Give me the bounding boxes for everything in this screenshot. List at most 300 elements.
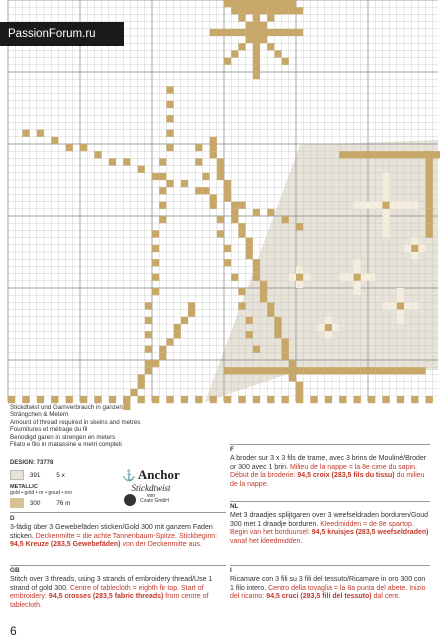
stitch [418, 151, 425, 158]
stitch [253, 396, 260, 403]
page-number: 6 [10, 624, 17, 638]
stitch [346, 151, 353, 158]
section-code: GB [10, 567, 20, 574]
stitch [354, 274, 361, 281]
stitch [346, 367, 353, 374]
stitch [253, 72, 260, 79]
stitch [274, 29, 281, 36]
stitch [382, 396, 389, 403]
stitch [260, 36, 267, 43]
color-swatch [10, 498, 24, 508]
stitch [80, 144, 87, 151]
stitch [195, 144, 202, 151]
stitch [231, 29, 238, 36]
stitch [404, 367, 411, 374]
stitch [238, 288, 245, 295]
section-tail: from centre of tablecloth. [10, 593, 209, 609]
stitch [267, 14, 274, 21]
stitch [166, 130, 173, 137]
stitch [181, 180, 188, 187]
stitch [382, 230, 389, 237]
stitch [159, 216, 166, 223]
stitch [253, 0, 260, 7]
stitch [238, 230, 245, 237]
stitch [181, 396, 188, 403]
stitch [289, 0, 296, 7]
stitch [282, 346, 289, 353]
stitch [382, 173, 389, 180]
stitch [282, 367, 289, 374]
stitch [260, 0, 267, 7]
stitch [296, 7, 303, 14]
stitch [411, 396, 418, 403]
stitch [418, 367, 425, 374]
stitch [354, 266, 361, 273]
stitch [296, 367, 303, 374]
stitch [325, 317, 332, 324]
section-mid: Centre of tablecloth = eighth fir top. Start of embroidery: [10, 584, 204, 601]
stitch [231, 0, 238, 7]
stitch [267, 43, 274, 50]
stitch [397, 310, 404, 317]
stitch [246, 317, 253, 324]
stitch [145, 367, 152, 374]
stitch [94, 151, 101, 158]
legend-line: Stickdtwist und Garnverbrauch in ganzen [10, 404, 123, 411]
section-tail: vanaf het kleedmidden. [230, 537, 303, 545]
stitch [246, 36, 253, 43]
stitch [267, 310, 274, 317]
stitch [368, 274, 375, 281]
stitch [411, 302, 418, 309]
stitch [267, 0, 274, 7]
stitch [253, 29, 260, 36]
stitch [267, 209, 274, 216]
stitch [303, 274, 310, 281]
stitch [152, 396, 159, 403]
stitch [210, 29, 217, 36]
stitch [8, 396, 15, 403]
stitch [51, 137, 58, 144]
stitch [210, 202, 217, 209]
stitch [382, 180, 389, 187]
stitch [411, 252, 418, 259]
stitch [231, 209, 238, 216]
stitch [123, 396, 130, 403]
stitch [188, 302, 195, 309]
stitch [253, 58, 260, 65]
stitch [303, 367, 310, 374]
stitch [246, 331, 253, 338]
section-code: NL [230, 503, 239, 510]
section-mid: Deckenmitte = die achte Tannenbaum-Spitze. Stickbeginn: [35, 532, 218, 540]
section-mid: Centro della tovaglia = la 8a punta del abete. Inizio del ricamo: [230, 584, 426, 601]
stitch [404, 202, 411, 209]
stitch [22, 396, 29, 403]
stitch [246, 22, 253, 29]
stitch [152, 274, 159, 281]
stitch [224, 367, 231, 374]
stitch [382, 209, 389, 216]
brand-company: Coats GmbH [140, 498, 169, 504]
stitch [210, 194, 217, 201]
section-bold: 94,5 cruci (283,5 fili del tessuto) [266, 593, 372, 601]
stitch [210, 396, 217, 403]
stitch [375, 367, 382, 374]
stitch [361, 151, 368, 158]
section-code: F [230, 446, 234, 453]
section-text: A broder sur 3 x 3 fils de trame, avec 3 brins de Mouliné/Broder or 300 avec 1 brin. [230, 455, 427, 471]
stitch [166, 86, 173, 93]
stitch [274, 7, 281, 14]
stitch [246, 29, 253, 36]
stitch [426, 209, 433, 216]
stitch [260, 288, 267, 295]
stitch [188, 310, 195, 317]
stitch [404, 245, 411, 252]
stitch [109, 396, 116, 403]
stitch [390, 151, 397, 158]
stitch [246, 7, 253, 14]
anchor-icon: ⚓ [122, 470, 136, 482]
stitch [231, 50, 238, 57]
stitch [318, 324, 325, 331]
stitch [289, 367, 296, 374]
thread-amount: 5 x [56, 472, 65, 479]
stitch [181, 317, 188, 324]
stitch [296, 281, 303, 288]
stitch [375, 202, 382, 209]
stitch [274, 324, 281, 331]
stitch [397, 396, 404, 403]
stitch [145, 317, 152, 324]
stitch [152, 288, 159, 295]
stitch [238, 43, 245, 50]
stitch [397, 295, 404, 302]
stitch [224, 194, 231, 201]
stitch [152, 245, 159, 252]
stitch [166, 180, 173, 187]
stitch [152, 230, 159, 237]
stitch [267, 7, 274, 14]
stitch [397, 151, 404, 158]
stitch [325, 396, 332, 403]
thread-amount: 76 m [56, 500, 71, 507]
stitch [426, 194, 433, 201]
stitch [368, 202, 375, 209]
stitch [231, 202, 238, 209]
stitch [318, 367, 325, 374]
stitch [260, 22, 267, 29]
stitch [346, 274, 353, 281]
stitch [246, 252, 253, 259]
stitch [152, 259, 159, 266]
section-it [230, 567, 430, 602]
stitch [159, 158, 166, 165]
watermark[interactable]: PassionForum.ru [0, 22, 124, 46]
section-mid: Kleedmidden = de 8e spartop. Begin van het borduursel: [230, 520, 414, 537]
section-bold: 94,5 kruisjes (283,5 weefseldraden) [311, 529, 429, 537]
stitch [310, 396, 317, 403]
stitch [210, 137, 217, 144]
stitch [224, 187, 231, 194]
stitch [426, 187, 433, 194]
stitch [361, 202, 368, 209]
stitch [195, 158, 202, 165]
stitch [426, 158, 433, 165]
stitch [354, 367, 361, 374]
stitch [411, 202, 418, 209]
stitch [145, 346, 152, 353]
stitch [138, 396, 145, 403]
stitch [224, 259, 231, 266]
stitch [404, 151, 411, 158]
stitch [210, 144, 217, 151]
stitch [152, 360, 159, 367]
stitch [231, 367, 238, 374]
legend-line: Benodigd garen in strengen en meters [10, 433, 116, 441]
stitch [382, 216, 389, 223]
stitch [354, 288, 361, 295]
stitch [231, 274, 238, 281]
stitch [224, 29, 231, 36]
stitch [296, 266, 303, 273]
section-code: D [10, 515, 15, 522]
stitch [433, 151, 440, 158]
stitch [296, 396, 303, 403]
stitch [267, 302, 274, 309]
stitch [145, 360, 152, 367]
stitch [224, 245, 231, 252]
stitch [66, 396, 73, 403]
brand-von: von [146, 493, 156, 499]
stitch [217, 29, 224, 36]
stitch [282, 29, 289, 36]
brand-line: Stickdtwist [131, 483, 171, 493]
stitch [217, 230, 224, 237]
stitch [224, 396, 231, 403]
legend-line: Amount of thread required in skeins and metres [10, 418, 141, 426]
section-nl [230, 503, 430, 546]
stitch [159, 353, 166, 360]
legend-line: Fournitures et métrage du fil [10, 426, 88, 434]
stitch [202, 187, 209, 194]
stitch [174, 331, 181, 338]
stitch [361, 367, 368, 374]
stitch [159, 187, 166, 194]
stitch [382, 194, 389, 201]
stitch [332, 367, 339, 374]
stitch [375, 151, 382, 158]
stitch [246, 238, 253, 245]
section-bold: 94,5 crosses (283,5 fabric threads) [48, 593, 164, 601]
stitch [109, 158, 116, 165]
stitch [411, 367, 418, 374]
stitch [253, 14, 260, 21]
stitch [426, 180, 433, 187]
stitch [224, 0, 231, 7]
stitch [260, 295, 267, 302]
stitch [289, 29, 296, 36]
section-de [10, 515, 226, 550]
stitch [274, 0, 281, 7]
stitch [296, 382, 303, 389]
stitch [238, 7, 245, 14]
stitch [138, 374, 145, 381]
stitch [246, 0, 253, 7]
section-mid: Milieu de la nappe = la 8e cime du sapin. Début de la broderie: [230, 463, 417, 480]
stitch [382, 223, 389, 230]
stitch [166, 338, 173, 345]
stitch [238, 14, 245, 21]
stitch [325, 324, 332, 331]
stitch [382, 367, 389, 374]
metallic-label [10, 484, 72, 496]
stitch [246, 367, 253, 374]
stitch [260, 281, 267, 288]
stitch [94, 396, 101, 403]
stitch [325, 367, 332, 374]
stitch [253, 274, 260, 281]
stitch [231, 7, 238, 14]
stitch [224, 58, 231, 65]
stitch [217, 158, 224, 165]
stitch [152, 173, 159, 180]
stitch [238, 367, 245, 374]
thread-row-391 [10, 470, 110, 482]
brand-name: Anchor [137, 467, 180, 482]
stitch [354, 259, 361, 266]
thread-code: 391 [29, 472, 41, 479]
stitch [238, 202, 245, 209]
stitch [145, 331, 152, 338]
stitch [166, 101, 173, 108]
stitch [274, 50, 281, 57]
stitch [426, 151, 433, 158]
stitch [296, 29, 303, 36]
stitch [145, 302, 152, 309]
stitch [253, 36, 260, 43]
stitch [282, 216, 289, 223]
stitch [354, 202, 361, 209]
stitch [217, 166, 224, 173]
stitch [253, 22, 260, 29]
stitch [361, 274, 368, 281]
stitch [274, 317, 281, 324]
stitch [282, 338, 289, 345]
section-tail: du milieu de la nappe. [230, 472, 425, 488]
stitch [274, 367, 281, 374]
stitch [296, 223, 303, 230]
stitch [426, 202, 433, 209]
stitch [426, 173, 433, 180]
stitch [260, 7, 267, 14]
stitch [246, 245, 253, 252]
stitch [253, 266, 260, 273]
stitch [426, 166, 433, 173]
section-fr [230, 446, 430, 489]
stitch [166, 115, 173, 122]
stitch [368, 396, 375, 403]
stitch [354, 396, 361, 403]
stitch [382, 302, 389, 309]
section-code: I [230, 567, 232, 574]
stitch [426, 223, 433, 230]
section-bold: 94,5 croix (283,5 fils du tissu) [297, 472, 395, 480]
stitch [397, 367, 404, 374]
stitch [390, 202, 397, 209]
stitch [332, 324, 339, 331]
stitch [202, 173, 209, 180]
stitch [267, 29, 274, 36]
stitch [166, 144, 173, 151]
stitch [296, 274, 303, 281]
stitch [397, 302, 404, 309]
stitch [130, 389, 137, 396]
stitch [339, 274, 346, 281]
stitch [22, 130, 29, 137]
section-text: 3-fädig über 3 Gewebefäden sticken/Gold 300 mit ganzem Faden sticken. [10, 524, 213, 540]
stitch [397, 317, 404, 324]
stitch [382, 151, 389, 158]
stitch [253, 43, 260, 50]
section-text: Stitch over 3 threads, using 3 strands of embroidery thread/Use 1 strand of gold 300. [10, 576, 213, 592]
stitch [274, 331, 281, 338]
stitch [138, 166, 145, 173]
stitch [159, 346, 166, 353]
thread-legend [10, 404, 225, 448]
metallic-title: METALLIC [10, 484, 38, 490]
stitch [210, 151, 217, 158]
stitch [253, 346, 260, 353]
stitch [404, 302, 411, 309]
thread-code: 300 [29, 500, 41, 507]
legend-line: Strängchen & Metern [10, 411, 69, 419]
stitch [397, 202, 404, 209]
stitch [123, 158, 130, 165]
stitch [426, 216, 433, 223]
stitch [390, 367, 397, 374]
stitch [418, 245, 425, 252]
stitch [339, 367, 346, 374]
stitch [282, 353, 289, 360]
stitch [282, 0, 289, 7]
stitch [339, 396, 346, 403]
stitch [159, 173, 166, 180]
stitch [296, 389, 303, 396]
stitch [382, 202, 389, 209]
stitch [289, 7, 296, 14]
stitch [282, 396, 289, 403]
stitch [238, 0, 245, 7]
stitch [289, 374, 296, 381]
stitch [238, 29, 245, 36]
stitch [195, 187, 202, 194]
stitch [325, 331, 332, 338]
stitch [426, 230, 433, 237]
coats-badge-icon [124, 494, 136, 506]
design-number: DESIGN: 73778 [10, 460, 54, 466]
stitch [411, 245, 418, 252]
stitch [138, 382, 145, 389]
stitch [390, 302, 397, 309]
stitch [80, 396, 87, 403]
stitch [253, 50, 260, 57]
stitch [368, 151, 375, 158]
stitch [282, 58, 289, 65]
stitch [224, 180, 231, 187]
stitch [289, 360, 296, 367]
